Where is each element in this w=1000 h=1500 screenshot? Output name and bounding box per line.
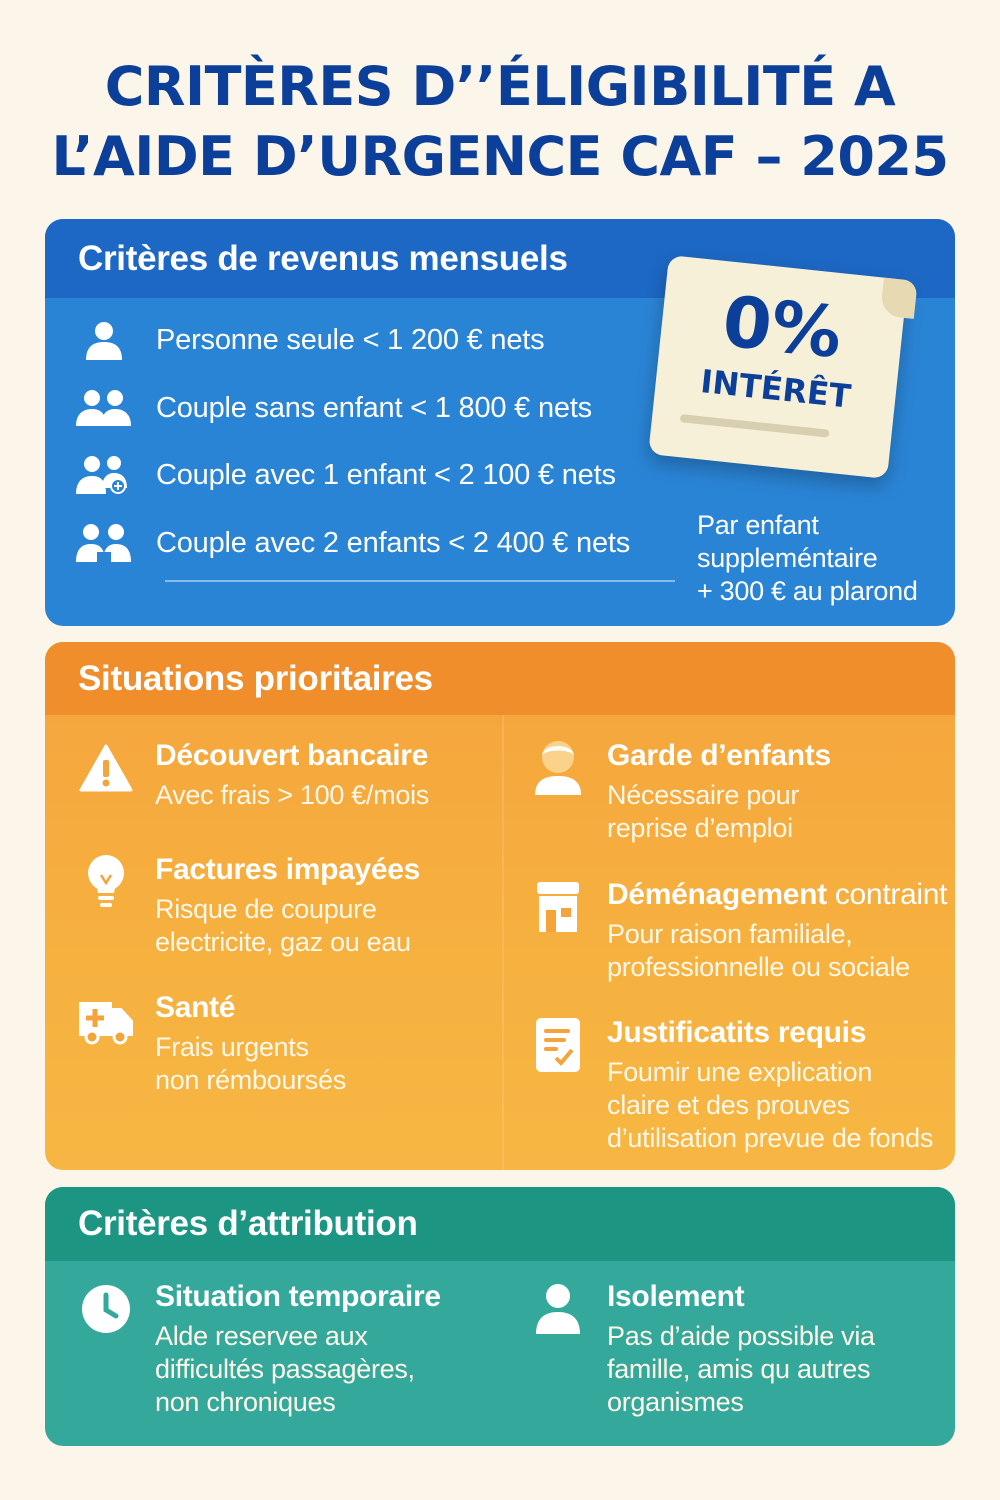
description-line: Risque de coupure (155, 894, 377, 924)
badge-percent: 0% (718, 280, 846, 375)
description-line: famille, amis qu autres (607, 1354, 871, 1384)
description-line: professionnelle ou sociale (607, 952, 910, 982)
priority-situations-heading: Situations prioritaires (45, 642, 955, 715)
description-line: Avec frais > 100 €/mois (155, 780, 429, 810)
attribution-criteria-card (45, 1187, 955, 1446)
attribution-item-title: Situation temporaire (155, 1280, 441, 1313)
attribution-item (77, 1280, 497, 1420)
attribution-item-description (607, 1320, 955, 1419)
warning-icon (77, 739, 135, 797)
income-row-label: Couple sans enfant < 1 800 € nets (156, 391, 592, 424)
priority-item (529, 878, 949, 988)
priority-item-title: Factures impayées (155, 853, 421, 886)
priority-item-title: Découvert bancaire (155, 739, 429, 772)
priority-item-description (155, 779, 515, 812)
priority-item-description (155, 1031, 515, 1097)
description-line: organismes (607, 1387, 744, 1417)
person-icon (529, 1280, 587, 1338)
description-line: Pour raison familiale, (607, 919, 853, 949)
income-row-label: Couple avec 1 enfant < 2 100 € nets (156, 458, 616, 491)
note-line: + 300 € au plarond (697, 576, 918, 606)
childcare-icon (529, 739, 587, 797)
description-line: difficultés passagères, (155, 1354, 415, 1384)
title-main: Déménagement (607, 878, 827, 911)
income-criteria-card (45, 219, 955, 626)
attribution-item-description (155, 1320, 515, 1419)
family-two-children-icon (75, 518, 133, 568)
zero-interest-badge (648, 255, 908, 479)
clock-icon (77, 1280, 135, 1338)
priority-item-title: Garde d’enfants (607, 739, 831, 772)
priority-item-description (155, 893, 515, 959)
priority-item (77, 991, 497, 1101)
attribution-criteria-heading: Critères d’attribution (45, 1187, 955, 1261)
title-line-1: CRITÈRES D’’ÉLIGIBILITÉ A (104, 55, 896, 118)
priority-item-title: Justificatits requis (607, 1016, 867, 1049)
priority-item-description (607, 1056, 955, 1155)
description-line: non chroniques (155, 1387, 336, 1417)
description-line: Nécessaire pour (607, 780, 800, 810)
family-one-child-icon (75, 450, 133, 500)
priority-situations-card (45, 642, 955, 1170)
attribution-item-title: Isolement (607, 1280, 745, 1313)
priority-item (77, 739, 497, 829)
document-check-icon (529, 1016, 587, 1074)
priority-item-title (607, 878, 947, 912)
badge-decoration (680, 414, 830, 438)
divider (165, 580, 675, 582)
priority-item-title: Santé (155, 991, 236, 1024)
description-line: Alde reservee aux (155, 1321, 368, 1351)
income-row-label: Personne seule < 1 200 € nets (156, 323, 545, 356)
note-line: Par enfant (697, 510, 819, 540)
moving-house-icon (529, 878, 587, 936)
description-line: reprise d’emploi (607, 813, 793, 843)
income-criteria-heading: Critères de revenus mensuels (45, 219, 955, 298)
page-title (0, 52, 1000, 192)
income-row-label: Couple avec 2 enfants < 2 400 € nets (156, 526, 631, 559)
note-line: suppleméntaire (697, 543, 878, 573)
description-line: electricite, gaz ou eau (155, 927, 411, 957)
attribution-item (529, 1280, 949, 1420)
description-line: claire et des prouves (607, 1090, 850, 1120)
description-line: Frais urgents (155, 1032, 309, 1062)
lightbulb-icon (77, 853, 135, 911)
extra-child-note (697, 509, 947, 608)
title-suffix: contraint (826, 878, 948, 911)
person-icon (75, 315, 133, 365)
description-line: non rémboursés (155, 1065, 346, 1095)
description-line: d’utilisation prevue de fonds (607, 1123, 934, 1153)
priority-item (77, 853, 497, 963)
badge-label: INTÉRÊT (698, 362, 853, 416)
priority-item-description (607, 779, 955, 845)
couple-icon (75, 383, 133, 433)
description-line: Foumir une explication (607, 1057, 873, 1087)
priority-item (529, 1016, 949, 1156)
title-line-2: L’AIDE D’URGENCE CAF – 2025 (51, 125, 949, 188)
description-line: Pas d’aide possible via (607, 1321, 875, 1351)
priority-item-description (607, 918, 955, 984)
ambulance-icon (77, 991, 135, 1049)
priority-item (529, 739, 949, 849)
